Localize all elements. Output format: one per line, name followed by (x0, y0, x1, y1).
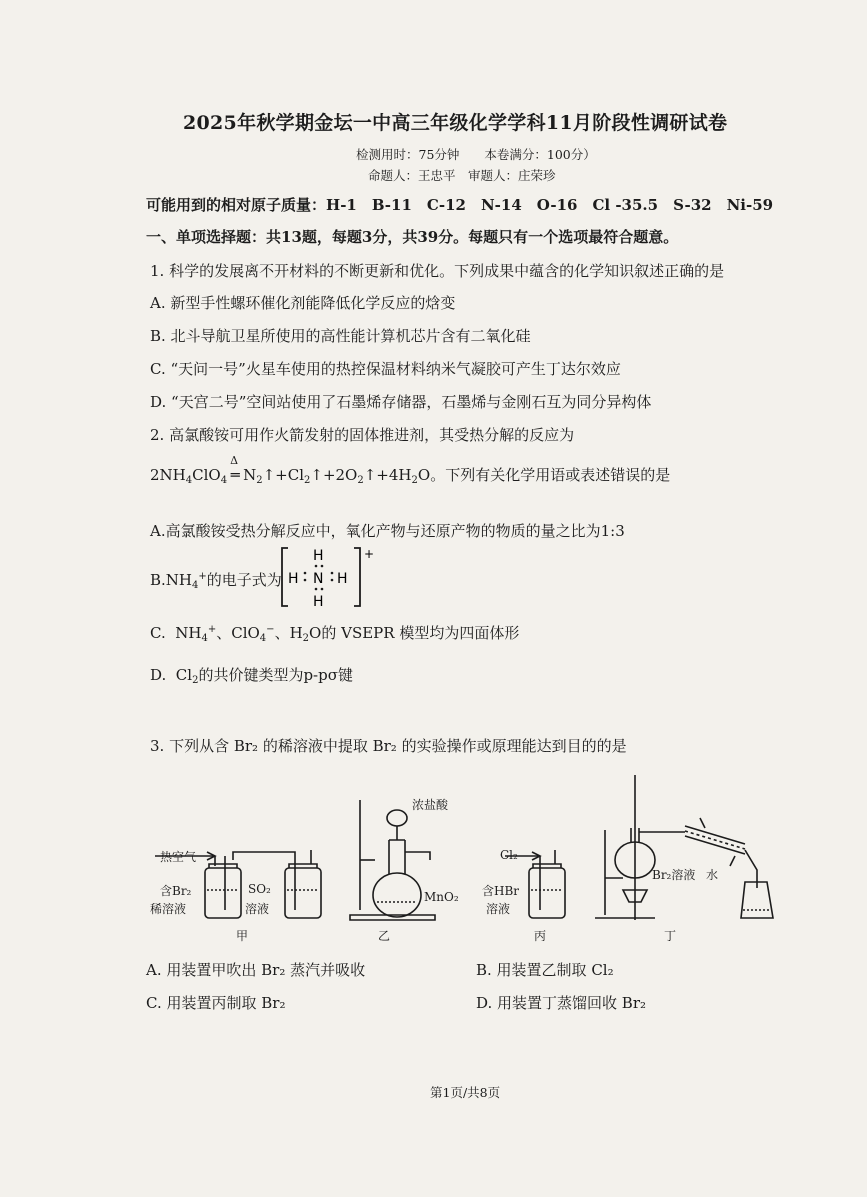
q2-option-d-tail: 的共价键类型为p-pσ键 (198, 666, 353, 684)
q2-stem: 2. 高氯酸铵可用作火箭发射的固体推进剂，其受热分解的反应为 (150, 426, 575, 444)
label-ding: 丁 (664, 929, 677, 943)
q3-option-d: D. 用装置丁蒸馏回收 Br₂ (476, 994, 647, 1012)
atomic-mass-label: 可能用到的相对原子质量： (146, 196, 327, 214)
atomic-mass-line (146, 194, 773, 215)
q2-option-b: $B.NH_4^+$的电子式为 (150, 571, 282, 591)
label-jia: 甲 (236, 929, 249, 943)
q3-option-c: C. 用装置丙制取 Br₂ (146, 994, 286, 1012)
q2-option-d: D. $Cl_2$的共价键类型为p-pσ键 (150, 666, 353, 686)
q1-option-d: D. “天宫二号”空间站使用了石墨烯存储器，石墨烯与金刚石互为同分异构体 (150, 393, 652, 411)
label-br2-dilute-1: 含Br₂ (160, 884, 192, 898)
svg-text:N: N (313, 571, 324, 587)
label-hbr-1: 含HBr (482, 884, 520, 898)
page-title: 2025年秋学期金坛一中高三年级化学学科11月阶段性调研试卷 (183, 112, 728, 134)
q2-option-a: A.高氯酸铵受热分解反应中，氧化产物与还原产物的物质的量之比为1:3 (150, 522, 625, 540)
q2-equation-formula: $2NH_4ClO_4$ Δ ═ $N_2↑+Cl_2↑+2O_2↑+4H_2O$ (150, 454, 431, 486)
label-br2-dilute-2: 稀溶液 (150, 902, 187, 916)
duration-line: 检测用时：75分钟 本卷满分：100分） (356, 147, 596, 162)
svg-text:H: H (337, 571, 348, 587)
label-so2-solution: 溶液 (245, 902, 270, 916)
label-conc-hcl: 浓盐酸 (412, 798, 449, 812)
authors-line: 命题人：王忠平 审题人：庄荣珍 (368, 168, 556, 183)
page-number: 第1页/共8页 (430, 1085, 501, 1100)
label-bing: 丙 (534, 929, 547, 943)
q2-equation (150, 454, 671, 486)
nh4-electron-formula (280, 542, 375, 612)
label-cl2: Cl₂ (500, 848, 518, 862)
section-title: 一、单项选择题：共13题，每题3分，共39分。每题只有一个选项最符合题意。 (146, 228, 679, 246)
q3-stem: 3. 下列从含 Br₂ 的稀溶液中提取 Br₂ 的实验操作或原理能达到目的的是 (150, 737, 627, 755)
label-mno2: MnO₂ (424, 890, 459, 904)
label-hbr-2: 溶液 (486, 902, 511, 916)
q2-equation-tail: 。下列有关化学用语或表述错误的是 (430, 466, 671, 484)
label-so2: SO₂ (248, 882, 271, 896)
svg-text:H: H (288, 571, 299, 587)
q3-option-b: B. 用装置乙制取 Cl₂ (476, 961, 614, 979)
atomic-mass-values: H-1 B-11 C-12 N-14 O-16 Cl -35.5 S-32 Ni-59 (326, 196, 774, 214)
q2-option-b-prefix: B. (150, 571, 166, 589)
q1-option-b: B. 北斗导航卫星所使用的高性能计算机芯片含有二氧化硅 (150, 327, 531, 345)
svg-text:H: H (313, 594, 324, 610)
apparatus-ding (595, 775, 773, 920)
q2-option-c: C. $NH_4^+$、ClO$_4$−、$H_2O$的 VSEPR 模型均为四面体形 (150, 624, 520, 644)
svg-text:+: + (364, 547, 375, 561)
q2-option-b-mid: 的电子式为 (206, 571, 282, 589)
apparatus-yi (350, 800, 435, 920)
label-water: 水 (706, 868, 719, 882)
q3-apparatus-figure (145, 770, 775, 950)
q1-option-a: A. 新型手性螺环催化剂能降低化学反应的焓变 (150, 294, 456, 312)
label-hot-air: 热空气 (160, 850, 197, 864)
q1-stem: 1. 科学的发展离不开材料的不断更新和优化。下列成果中蕴含的化学知识叙述正确的是 (150, 262, 725, 280)
svg-text:H: H (313, 548, 324, 564)
label-br2-solution: Br₂溶液 (652, 868, 696, 882)
label-yi: 乙 (378, 929, 391, 943)
q1-option-c: C. “天问一号”火星车使用的热控保温材料纳米气凝胶可产生丁达尔效应 (150, 360, 621, 378)
q3-option-a: A. 用装置甲吹出 Br₂ 蒸汽并吸收 (146, 961, 366, 979)
q2-option-c-tail: 的 VSEPR 模型均为四面体形 (321, 624, 520, 642)
